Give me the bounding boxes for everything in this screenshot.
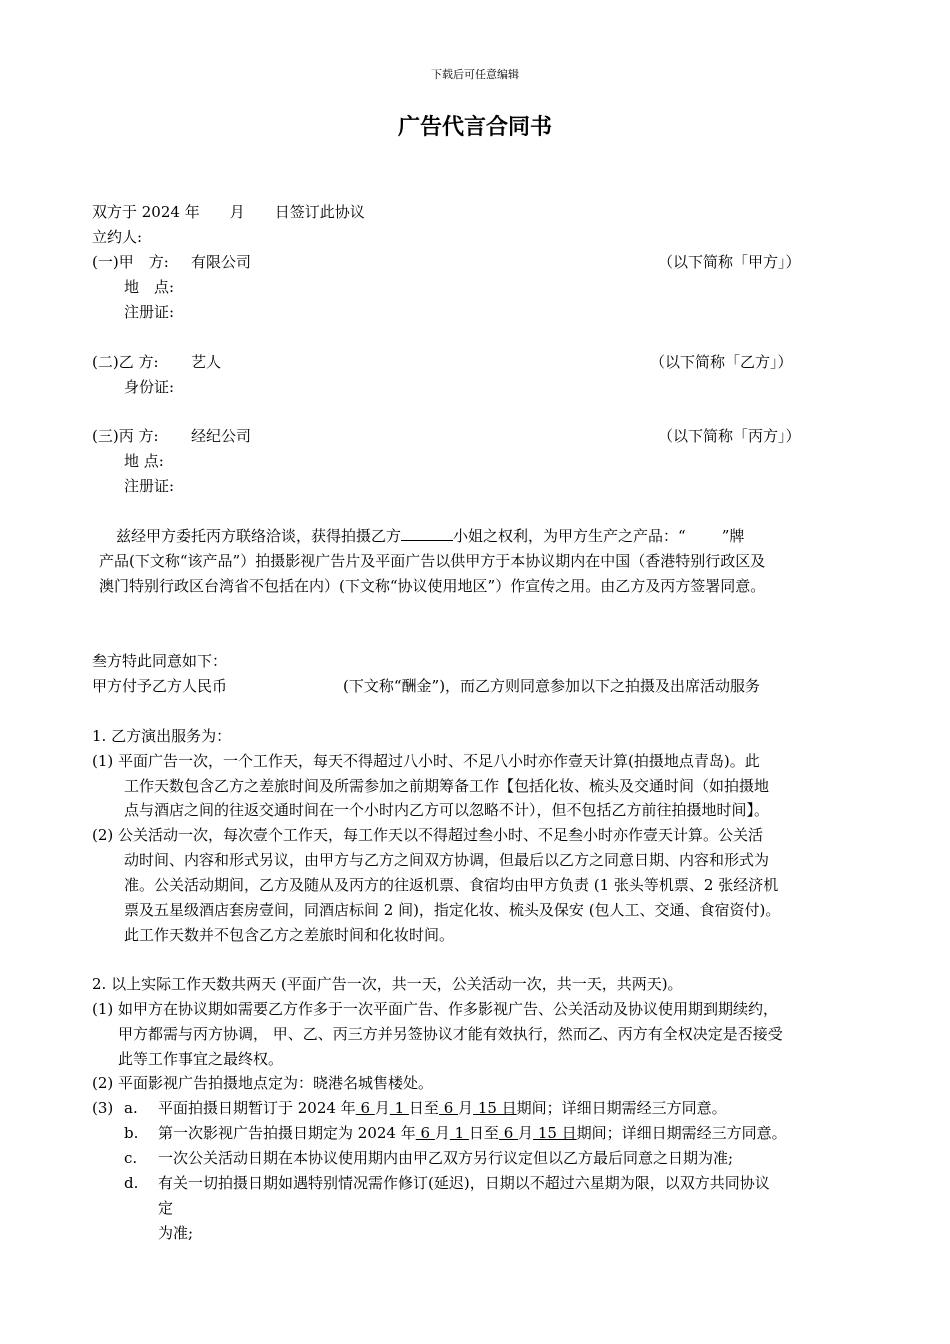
s1-item1-line: 点与酒店之间的往返交通时间在一个小时内乙方可以忽略不计），但不包括乙方前往拍摄地时间】。 (124, 801, 770, 819)
preamble-line-2: 产品(下文称“该产品”）拍摄影视广告片及平面广告以供甲方于本协议期内在中国（香港特别行政区及 (99, 552, 766, 570)
party-b-alias: （以下简称「乙方」） (650, 353, 793, 371)
s1-item2-line: 此工作天数并不包含乙方之差旅时间和化妆时间。 (124, 926, 455, 944)
party-c-label: (三)丙 方: (92, 427, 159, 445)
s1-item2-line: 准。公关活动期间，乙方及随从及丙方的往返机票、食宿均由甲方负责 (1 张头等机票、2 张经济机 (124, 876, 779, 894)
party-a-registration: 注册证: (124, 303, 175, 321)
party-b-label: (二)乙 方: (92, 353, 159, 371)
s2-item3d-line: 定 (158, 1199, 174, 1217)
s2-item3c-text: 一次公关活动日期在本协议使用期内由甲乙双方另行议定但以乙方最后同意之日期为准; (158, 1149, 734, 1167)
s2-item3b-label: b. (124, 1124, 139, 1142)
s2-item3c-label: c. (124, 1149, 138, 1167)
party-a-alias: （以下简称「甲方」） (658, 253, 801, 271)
s2-item1-line: 此等工作事宜之最终权。 (118, 1050, 284, 1068)
fee-label: 甲方付予乙方人民币 (92, 677, 228, 695)
agreement-heading: 叁方特此同意如下： (92, 652, 228, 670)
s1-item2-line: 票及五星级酒店套房壹间，同酒店标间 2 间)，指定化妆、梳头及保安 (包人工、交通、食宿资付)。 (124, 901, 781, 919)
header-note: 下载后可任意编辑 (431, 68, 519, 81)
section-1-heading: 1. 乙方演出服务为： (92, 727, 232, 745)
party-c-registration: 注册证: (124, 477, 175, 495)
party-c-alias: （以下简称「丙方」） (658, 427, 801, 445)
s2-item2: (2) 平面影视广告拍摄地点定为：晓港名城售楼处。 (92, 1074, 434, 1092)
party-a-name: 有限公司 (191, 253, 252, 271)
party-a-address: 地 点: (124, 278, 175, 296)
section-2-heading: 2. 以上实际工作天数共两天 (平面广告一次，共一天，公关活动一次，共一天，共两天)。 (92, 975, 683, 993)
s2-item3d-line: 为准; (158, 1224, 194, 1242)
party-b-id: 身份证: (124, 378, 175, 396)
s2-item3a-label: a. (124, 1099, 138, 1117)
name-blank (401, 526, 453, 541)
document-title: 广告代言合同书 (397, 115, 552, 140)
party-b-name: 艺人 (191, 353, 222, 371)
fee-definition: (下文称“酬金”)，而乙方则同意参加以下之拍摄及出席活动服务 (343, 677, 761, 695)
s1-item2-line: (2) 公关活动一次，每次壹个工作天，每工作天以不得超过叁小时、不足叁小时亦作壹天计算。公关活 (92, 826, 764, 844)
party-a-label: (一)甲 方: (92, 253, 169, 271)
s2-item3a-text: 平面拍摄日期暂订于 2024 年 6 月 1 日至 6 月 15 日期间；详细日期需经三方同意。 (158, 1099, 727, 1117)
s2-item3-label: (3) (92, 1099, 114, 1117)
party-c-name: 经纪公司 (191, 427, 252, 445)
s2-item3d-line: 有关一切拍摄日期如遇特别情况需作修订(延迟)，日期以不超过六星期为限，以双方共同协议 (158, 1174, 770, 1192)
s1-item1-line: 工作天数包含乙方之差旅时间及所需参加之前期筹备工作【包括化妆、梳头及交通时间（如拍摄地 (124, 777, 770, 795)
s1-item2-line: 动时间、内容和形式另议，由甲方与乙方之间双方协调，但最后以乙方之同意日期、内容和形式为 (124, 851, 770, 869)
s2-item1-line: (1) 如甲方在协议期如需要乙方作多于一次平面广告、作多影视广告、公关活动及协议使用期到期续约， (92, 1000, 779, 1018)
s1-item1-line: (1) 平面广告一次，一个工作天，每天不得超过八小时、不足八小时亦作壹天计算(拍摄地点青岛)。此 (92, 752, 760, 770)
s2-item1-line: 甲方都需与丙方协调， 甲、乙、丙三方并另签协议才能有效执行，然而乙、丙方有全权决定是否接受 (118, 1025, 783, 1043)
date-line: 双方于 2024 年 月 日签订此协议 (92, 203, 365, 221)
parties-label: 立约人: (92, 228, 143, 246)
party-c-address: 地 点: (124, 452, 164, 470)
preamble-line-3: 澳门特别行政区台湾省不包括在内）(下文称“协议使用地区”）作宣传之用。由乙方及丙方签署同意。 (99, 577, 766, 595)
preamble-line-1: 兹经甲方委托丙方联络洽谈，获得拍摄乙方 小姐之权利，为甲方生产之产品：“ ”牌 (116, 527, 745, 545)
s2-item3d-label: d. (124, 1174, 139, 1192)
s2-item3b-text: 第一次影视广告拍摄日期定为 2024 年 6 月 1 日至 6 月 15 日期间；详细日期需经三方同意。 (158, 1124, 787, 1142)
